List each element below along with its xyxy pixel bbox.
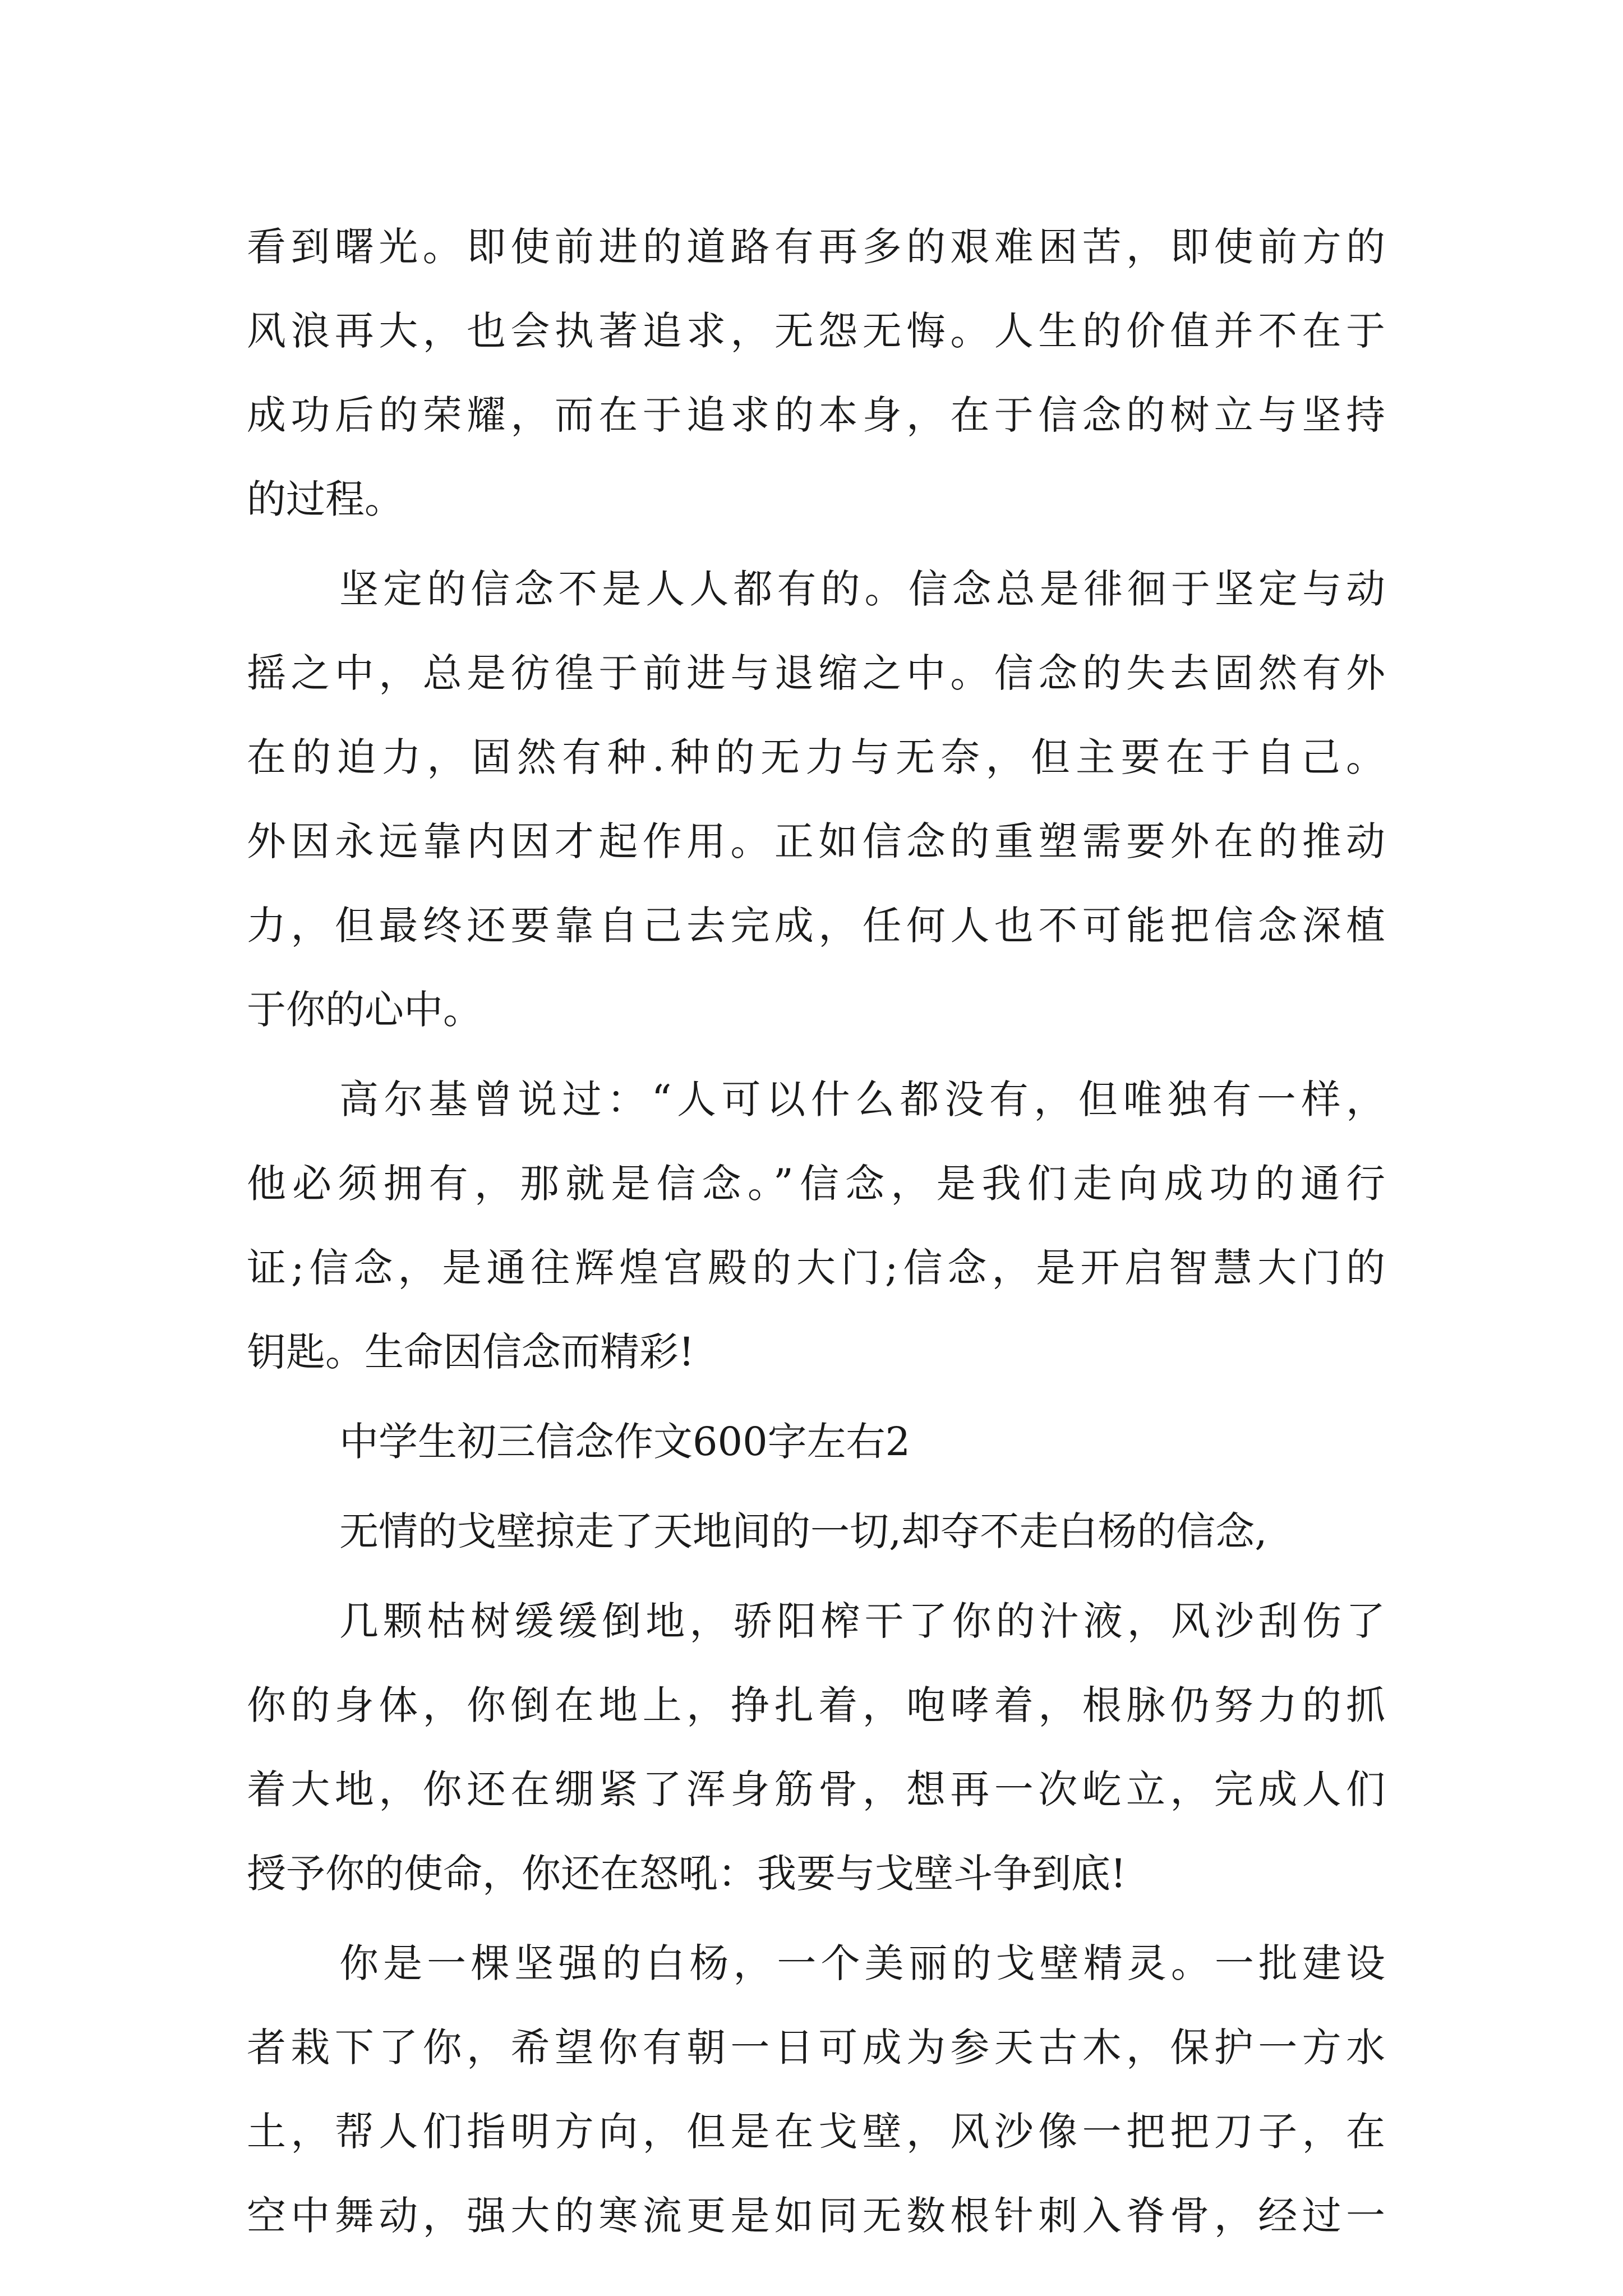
text-line: 的过程。 xyxy=(247,476,404,522)
text-line: 证;信念，是通往辉煌宫殿的大门;信念，是开启智慧大门的 xyxy=(247,1245,1385,1291)
text-line: 土，帮人们指明方向，但是在戈壁，风沙像一把把刀子，在 xyxy=(247,2109,1385,2155)
text-line: 钥匙。生命因信念而精彩! xyxy=(247,1329,695,1375)
text-line: 授予你的使命，你还在怒吼：我要与戈壁斗争到底! xyxy=(247,1851,1127,1897)
text-line: 成功后的荣耀，而在于追求的本身，在于信念的树立与坚持 xyxy=(247,392,1385,438)
paragraph xyxy=(247,1579,1385,1916)
document-body xyxy=(247,205,1385,2258)
text-line: 在的迫力，固然有种.种的无力与无奈，但主要在于自己。 xyxy=(247,734,1385,780)
text-line: 外因永远靠内因才起作用。正如信念的重塑需要外在的推动 xyxy=(247,818,1385,864)
text-line: 者栽下了你，希望你有朝一日可成为参天古木，保护一方水 xyxy=(247,2024,1385,2070)
text-line: 摇之中，总是彷徨于前进与退缩之中。信念的失去固然有外 xyxy=(247,650,1385,696)
paragraph xyxy=(247,205,1385,541)
text-line: 风浪再大，也会执著追求，无怨无悔。人生的价值并不在于 xyxy=(247,308,1385,354)
text-line: 于你的心中。 xyxy=(247,987,482,1033)
paragraph xyxy=(247,547,1385,1052)
text-line: 无情的戈壁掠走了天地间的一切,却夺不走白杨的信念, xyxy=(339,1508,1267,1554)
text-line: 坚定的信念不是人人都有的。信念总是徘徊于坚定与动 xyxy=(339,566,1385,612)
text-line: 空中舞动，强大的寒流更是如同无数根针刺入脊骨，经过一 xyxy=(247,2193,1385,2239)
text-line: 高尔基曾说过：“人可以什么都没有，但唯独有一样， xyxy=(339,1076,1385,1122)
heading-line: 中学生初三信念作文600字左右2 xyxy=(339,1419,911,1465)
text-line: 你的身体，你倒在地上，挣扎着，咆哮着，根脉仍努力的抓 xyxy=(247,1682,1385,1728)
paragraph xyxy=(247,1489,1385,1573)
text-line: 你是一棵坚强的白杨，一个美丽的戈壁精灵。一批建设 xyxy=(339,1940,1385,1986)
paragraph xyxy=(247,1921,1385,2258)
text-line: 看到曙光。即使前进的道路有再多的艰难困苦，即使前方的 xyxy=(247,224,1385,270)
text-line: 着大地，你还在绷紧了浑身筋骨，想再一次屹立，完成人们 xyxy=(247,1766,1385,1812)
text-line: 几颗枯树缓缓倒地，骄阳榨干了你的汁液，风沙刮伤了 xyxy=(339,1598,1385,1644)
paragraph xyxy=(247,1057,1385,1394)
text-line: 力，但最终还要靠自己去完成，任何人也不可能把信念深植 xyxy=(247,903,1385,949)
text-line: 他必须拥有，那就是信念。”信念，是我们走向成功的通行 xyxy=(247,1161,1385,1207)
section-heading xyxy=(247,1400,1385,1484)
